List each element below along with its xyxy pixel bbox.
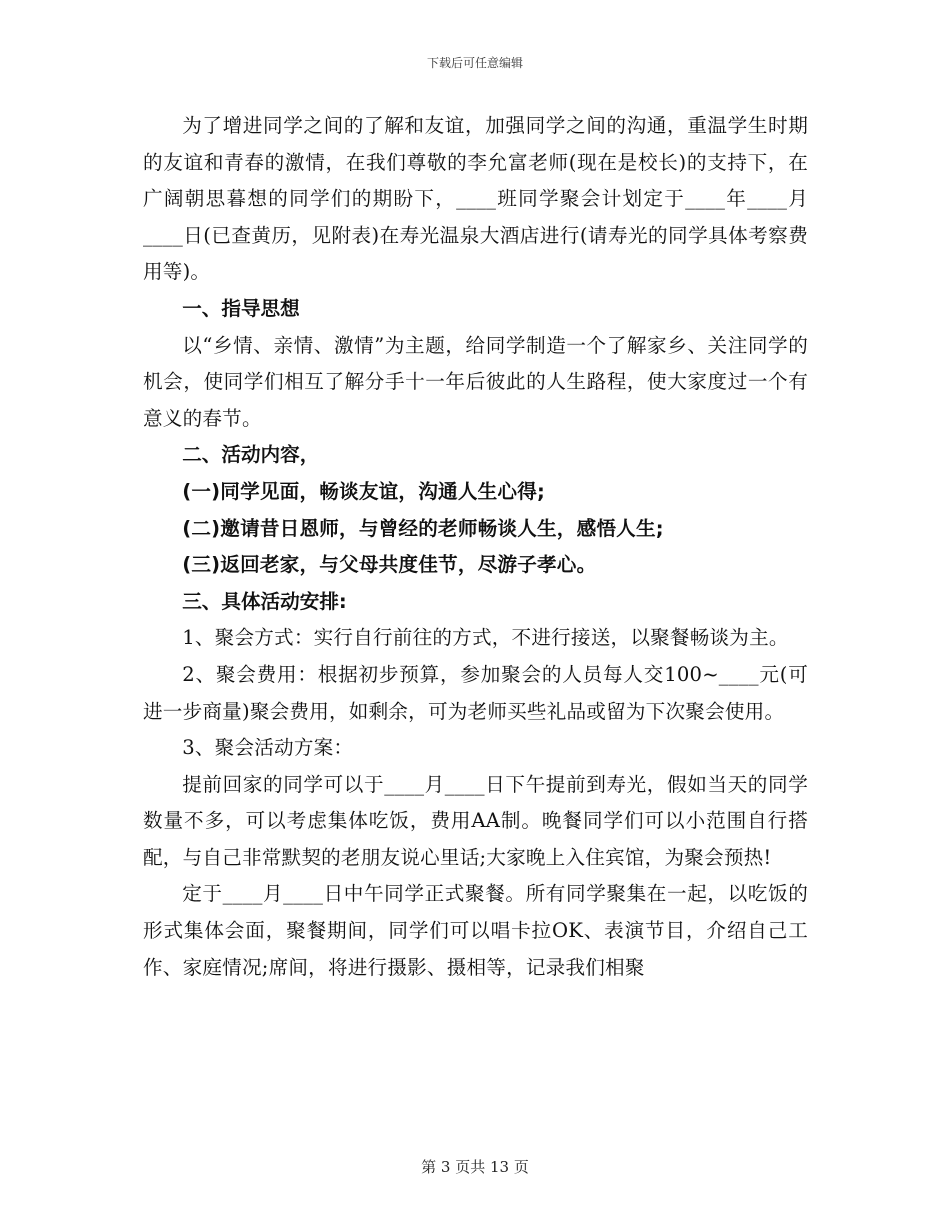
plan-paragraph-1: 提前回家的同学可以于____月____日下午提前到寿光，假如当天的同学数量不多，可以考虑集体吃饭，费用AA制。晚餐同学们可以小范围自行搭配，与自己非常默契的老朋友说心里话;大家晚上入住宾馆，为聚会预热! <box>143 772 808 869</box>
section-1-paragraph: 以“乡情、亲情、激情”为主题，给同学制造一个了解家乡、关注同学的机会，使同学们相互了解分手十一年后彼此的人生路程，使大家度过一个有意义的春节。 <box>143 333 808 430</box>
page-footer: 第 3 页共 13 页 <box>421 1158 529 1176</box>
section-2-item-2: (二)邀请昔日恩师，与曾经的老师畅谈人生，感悟人生; <box>182 516 664 540</box>
plan-paragraph-2: 定于____月____日中午同学正式聚餐。所有同学聚集在一起，以吃饭的形式集体会面，聚餐期间，同学们可以唱卡拉OK、表演节目，介绍自己工作、家庭情况;席间，将进行摄影、摄相等，记录我们相聚 <box>143 882 808 979</box>
arrangement-item-3: 3、聚会活动方案： <box>182 736 354 760</box>
arrangement-item-1: 1、聚会方式：实行自行前往的方式，不进行接送，以聚餐畅谈为主。 <box>182 626 789 650</box>
section-2-item-1: (一)同学见面，畅谈友谊，沟通人生心得; <box>182 479 546 503</box>
section-1-title: 一、指导思想 <box>182 296 300 320</box>
page-header: 下载后可任意编辑 <box>426 56 523 70</box>
section-2-title: 二、活动内容， <box>182 443 320 467</box>
section-3-title: 三、具体活动安排: <box>182 589 347 613</box>
intro-paragraph: 为了增进同学之间的了解和友谊，加强同学之间的沟通，重温学生时期的友谊和青春的激情，在我们尊敬的李允富老师(现在是校长)的支持下，在广阔朝思暮想的同学们的期盼下，____班同学聚会计划定于____年____月____日(已查黄历，见附表)在寿光温泉大酒店进行(请寿光的同学具体考察费用等)。 <box>143 114 808 284</box>
document-body <box>143 108 808 986</box>
arrangement-item-2: 2、聚会费用：根据初步预算，参加聚会的人员每人交100~____元(可进一步商量)聚会费用，如剩余，可为老师买些礼品或留为下次聚会使用。 <box>143 662 808 723</box>
section-2-item-3: (三)返回老家，与父母共度佳节，尽游子孝心。 <box>182 553 597 577</box>
